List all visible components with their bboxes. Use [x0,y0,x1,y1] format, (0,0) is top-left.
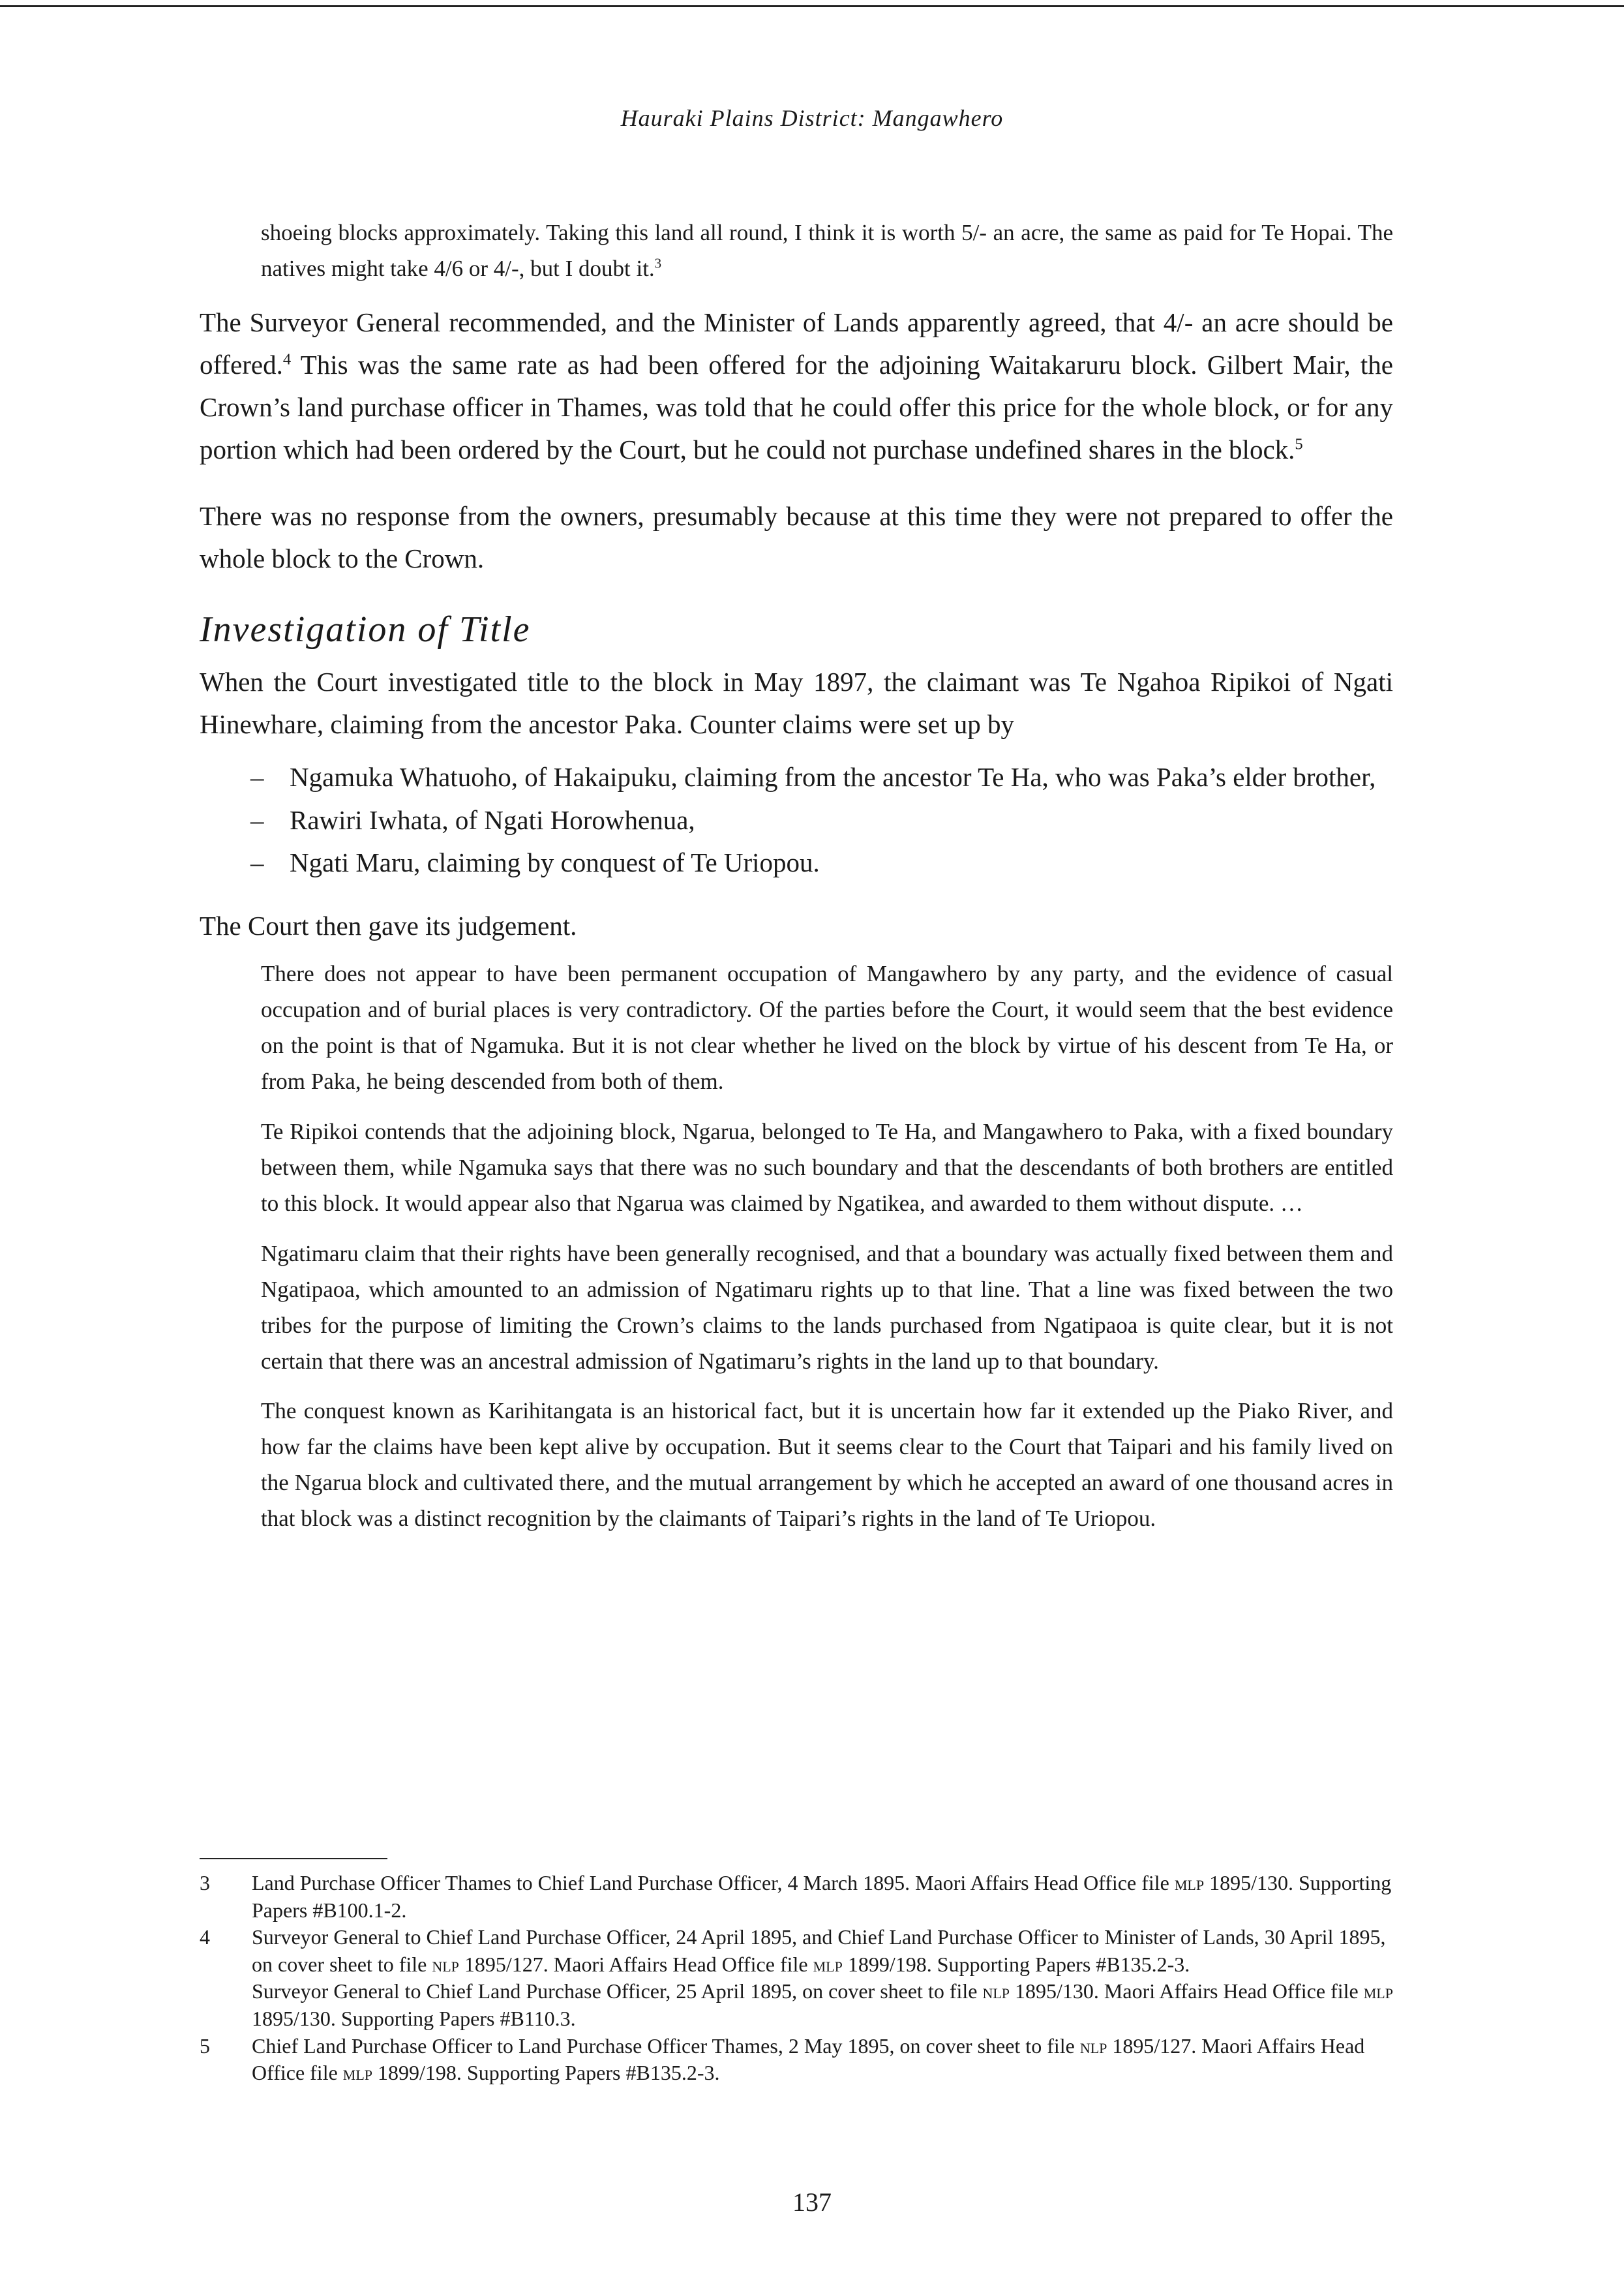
footnote-number: 3 [200,1871,210,1894]
file-prefix: mlp [342,2061,373,2085]
list-item: – Rawiri Iwhata, of Ngati Horowhenua, [250,799,1393,842]
quote-paragraph: Te Ripikoi contends that the adjoining block, Ngarua, belonged to Te Ha, and Mangawhero to Paka, with a fixed boundary between them, while Ngamuka says that there was no such boundary and that the descendants of both brothers are entitled to this block. It would appear also that Ngarua was claimed by Ngatikea, and awarded to them without dispute. … [261,1118,1393,1216]
footnote-number: 4 [200,1925,210,1949]
block-quote-top [261,215,1393,287]
file-prefix: mlp [813,1952,843,1976]
block-quote-judgement [261,956,1393,1537]
footnote-text: Land Purchase Officer Thames to Chief Land Purchase Officer, 4 March 1895. Maori Affairs Head Office file [252,1871,1175,1894]
footnote-text: Chief Land Purchase Officer to Land Purchase Officer Thames, 2 May 1895, on cover sheet to file [252,2033,1080,2058]
page-body [200,215,1393,1551]
file-prefix: nlp [1079,2033,1107,2058]
footnote-ref: 3 [654,255,662,271]
footnote-text: 1899/198. Supporting Papers #B135.2-3. [842,1952,1190,1976]
footnote-line [252,1924,1393,1978]
quote-paragraph: The conquest known as Karihitangata is an historical fact, but it is uncertain how far it extended up the Piako River, and how far the claims have been kept alive by occupation. But it seems clear to the Court that Taipari and his family lived on the Ngarua block and cultivated there, and the mutual arrangement by which he accepted an award of one thousand acres in that block was a distinct recognition by the claimants of Taipari’s rights in the land of Te Uriopou. [261,1398,1393,1532]
footnote-number: 5 [200,2033,210,2058]
paragraph-no-response: There was no response from the owners, presumably because at this time they were not prepared to offer the whole block to the Crown. [200,500,1393,573]
footnote-text: Surveyor General to Chief Land Purchase Officer, 25 April 1895, on cover sheet to file [252,1979,983,2003]
paragraph-text: This was the same rate as had been offered for the adjoining Waitakaruru block. Gilbert Mair, the Crown’s land purchase officer in Thames, was told that he could offer this price for the whole block, or for any portion which had been ordered by the Court, but he could not purchase undefined shares in the block. [200,350,1393,465]
file-prefix: mlp [1174,1871,1205,1894]
paragraph-surveyor-general [200,301,1393,472]
footnote-line [252,1978,1393,2032]
footnote-text: 1895/130. Supporting Papers #B100.1-2. [252,1871,1392,1922]
footnote-text: 1895/127. Maori Affairs Head Office file [252,2033,1365,2085]
file-prefix: nlp [432,1952,459,1976]
paragraph-investigation: When the Court investigated title to the block in May 1897, the claimant was Te Ngahoa Ripikoi of Ngati Hinewhare, claiming from the ancestor Paka. Counter claims were set up by [200,667,1393,740]
footnote-3 [200,1870,1393,1924]
judgement-lead-in: The Court then gave its judgement. [200,910,577,941]
footnote-line [252,1870,1393,1924]
footnote-text: 1895/130. Maori Affairs Head Office file [1010,1979,1364,2003]
footnote-text: Surveyor General to Chief Land Purchase Officer, 24 April 1895, and Chief Land Purchase Officer to Minister of Lands, 30 April 1895, on cover sheet to file [252,1925,1386,1976]
footnote-4 [200,1924,1393,2032]
quote-text: shoeing blocks approximately. Taking this land all round, I think it is worth 5/- an acre, the same as paid for Te Hopai. The natives might take 4/6 or 4/-, but I doubt it. [261,220,1393,281]
footnote-text: 1895/130. Supporting Papers #B110.3. [252,2006,576,2030]
footnote-5 [200,2033,1393,2087]
footnote-text: 1899/198. Supporting Papers #B135.2-3. [372,2061,720,2085]
counter-claims-list [250,756,1393,884]
section-heading: Investigation of Title [200,609,531,650]
footnote-rule [200,1858,387,1859]
paragraph-text: The Surveyor General recommended, and the Minister of Lands apparently agreed, that 4/- an acre should be offered. [200,307,1393,380]
top-rule [0,5,1624,7]
footnote-text: 1895/127. Maori Affairs Head Office file [459,1952,813,1976]
quote-paragraph: There does not appear to have been permanent occupation of Mangawhero by any party, and the evidence of casual occupation and of burial places is very contradictory. Of the parties before the Court, it would seem that the best evidence on the point is that of Ngamuka. But it is not clear whether he lived on the block by virtue of his descent from Te Ha, or from Paka, he being descended from both of them. [261,961,1393,1094]
list-item: – Ngati Maru, claiming by conquest of Te Uriopou. [250,842,1393,884]
quote-paragraph: Ngatimaru claim that their rights have been generally recognised, and that a boundary was actually fixed between them and Ngatipaoa, which amounted to an admission of Ngatimaru rights up to that line. That a line was fixed between the two tribes for the purpose of limiting the Crown’s claims to the lands purchased from Ngatipaoa is quite clear, but it is not certain that there was an ancestral admission of Ngatimaru’s rights in the land up to that boundary. [261,1240,1393,1374]
footnote-line [252,2033,1393,2087]
quote-paragraph [261,215,1393,287]
footnote-ref: 4 [282,350,292,369]
list-item: – Ngamuka Whatuoho, of Hakaipuku, claiming from the ancestor Te Ha, who was Paka’s elder brother, [250,756,1393,799]
running-head: Hauraki Plains District: Mangawhero [620,105,1004,131]
file-prefix: mlp [1363,1979,1393,2003]
footnotes [200,1870,1393,2087]
file-prefix: nlp [982,1979,1010,2003]
footnote-ref: 5 [1295,435,1303,453]
page-number: 137 [792,2187,832,2217]
